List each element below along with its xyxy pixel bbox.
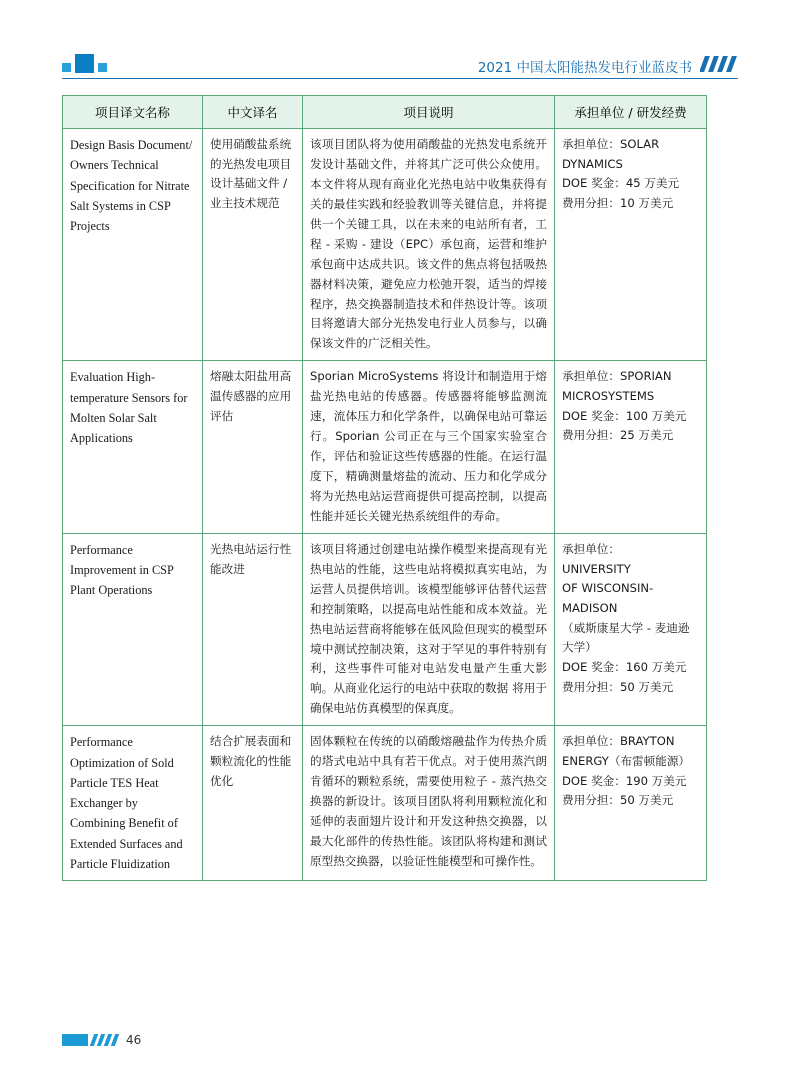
org-line: 费用分担：50 万美元 [562, 793, 674, 808]
cell-name-cn: 熔融太阳盐用高温传感器的应用评估 [203, 361, 303, 534]
org-line: DOE 奖金：190 万美元 [562, 773, 687, 788]
header-title: 2021 中国太阳能热发电行业蓝皮书 [477, 60, 692, 76]
org-line: 承担单位： [562, 541, 620, 556]
org-line: 费用分担：10 万美元 [562, 196, 674, 211]
cell-name-cn: 使用硝酸盐系统的光热发电项目设计基础文件 / 业主技术规范 [203, 129, 303, 361]
org-line: DOE 奖金：160 万美元 [562, 660, 687, 675]
header-slash-bars-icon [700, 56, 738, 72]
org-line: ENERGY（布雷顿能源） [562, 753, 691, 768]
projects-table [62, 95, 707, 881]
page-header [62, 48, 738, 82]
cell-description: 该项目团队将为使用硝酸盐的光热发电系统开发设计基础文件，并将其广泛可供公众使用。本文件将从现有商业化光热电站中收集获得有关的最佳实践和经验教训等关键信息，并将提供一个关键工具，以在未来的电站所有者，工程 - 采购 - 建设（EPC）承包商，运营和维护承包商中达成共识。该文件的焦点将包括吸热器材料决策，避免应力松弛开裂，适当的焊接程序，热交换器制造技术和伴热设计等。该项目将邀请大部分光热发电行业人员参与，以确保该文件的广泛相关性。 [303, 129, 555, 361]
org-line: （威斯康星大学 - 麦迪逊大学） [562, 620, 690, 655]
cell-description: 该项目将通过创建电站操作模型来提高现有光热电站的性能，这些电站将模拟真实电站，为运营人员提供培训。该模型能够评估替代运营和控制策略，以提高电站性能和成本效益。光热电站运营商将能够在低风险但现实的模型环境中测试控制决策，这对于罕见的事件特别有利，这些事件可能对电站发电量产生重大影响。从商业化运行的电站中获取的数据 将用于确保电站仿真模型的保真度。 [303, 533, 555, 725]
cell-name-en: Performance Improvement in CSP Plant Operations [63, 533, 203, 725]
page-footer [62, 1033, 141, 1047]
header-decoration-squares [62, 54, 107, 73]
square-small-left-icon [62, 63, 71, 72]
page-number: 46 [126, 1033, 142, 1047]
cell-name-cn: 光热电站运行性能改进 [203, 533, 303, 725]
org-line: MADISON [562, 600, 618, 615]
cell-org-funding [555, 129, 707, 361]
table-row [63, 533, 707, 725]
org-line: 费用分担：25 万美元 [562, 428, 674, 443]
org-line: UNIVERSITY [562, 561, 631, 576]
org-line: 费用分担：50 万美元 [562, 679, 674, 694]
org-line: DOE 奖金：45 万美元 [562, 176, 680, 191]
header-rule [62, 78, 738, 79]
cell-name-en: Performance Optimization of Sold Particle TES Heat Exchanger by Combining Benefit of Extended Surfaces and Particle Fluidization [63, 726, 203, 881]
cell-org-funding [555, 726, 707, 881]
org-line: 承担单位：BRAYTON [562, 734, 675, 749]
column-header-name-cn: 中文译名 [203, 96, 303, 129]
table-row [63, 361, 707, 534]
cell-description: 固体颗粒在传统的以硝酸熔融盐作为传热介质的塔式电站中具有若干优点。对于使用蒸汽朗肯循环的颗粒系统，需要使用粒子 - 蒸汽热交换器的新设计。该项目团队将利用颗粒流化和延伸的表面翅片设计和开发这种热交换器，以最大化部件的传热性能。该团队将构建和测试原型热交换器，以验证性能模型和可操作性。 [303, 726, 555, 881]
table-row [63, 726, 707, 881]
table-header-row [63, 96, 707, 129]
org-line: MICROSYSTEMS [562, 389, 655, 404]
org-line: DOE 奖金：100 万美元 [562, 408, 687, 423]
cell-org-funding [555, 361, 707, 534]
column-header-name-en: 项目译文名称 [63, 96, 203, 129]
org-line: 承担单位：SPORIAN [562, 369, 672, 384]
square-large-icon [75, 54, 94, 73]
footer-decoration-icon [62, 1034, 118, 1046]
cell-name-en: Design Basis Document/ Owners Technical Specification for Nitrate Salt Systems in CSP Projects [63, 129, 203, 361]
cell-org-funding [555, 533, 707, 725]
square-small-right-icon [98, 63, 107, 72]
column-header-org-funding: 承担单位 / 研发经费 [555, 96, 707, 129]
cell-description: Sporian MicroSystems 将设计和制造用于熔盐光热电站的传感器。传感器将能够监测流速，流体压力和化学条件，以确保电站可靠运行。Sporian 公司正在与三个国家实验室合作，评估和验证这些传感器的性能。在运行温度下，精确测量熔盐的流动、压力和化学成分将为光热电站运营商提供可提高控制，以提高性能并延长关键光热系统组件的寿命。 [303, 361, 555, 534]
column-header-description: 项目说明 [303, 96, 555, 129]
org-line: OF WISCONSIN- [562, 581, 654, 596]
cell-name-cn: 结合扩展表面和颗粒流化的性能优化 [203, 726, 303, 881]
org-line: DYNAMICS [562, 156, 623, 171]
table-row [63, 129, 707, 361]
cell-name-en: Evaluation High-temperature Sensors for Molten Solar Salt Applications [63, 361, 203, 534]
org-line: 承担单位：SOLAR [562, 137, 660, 151]
